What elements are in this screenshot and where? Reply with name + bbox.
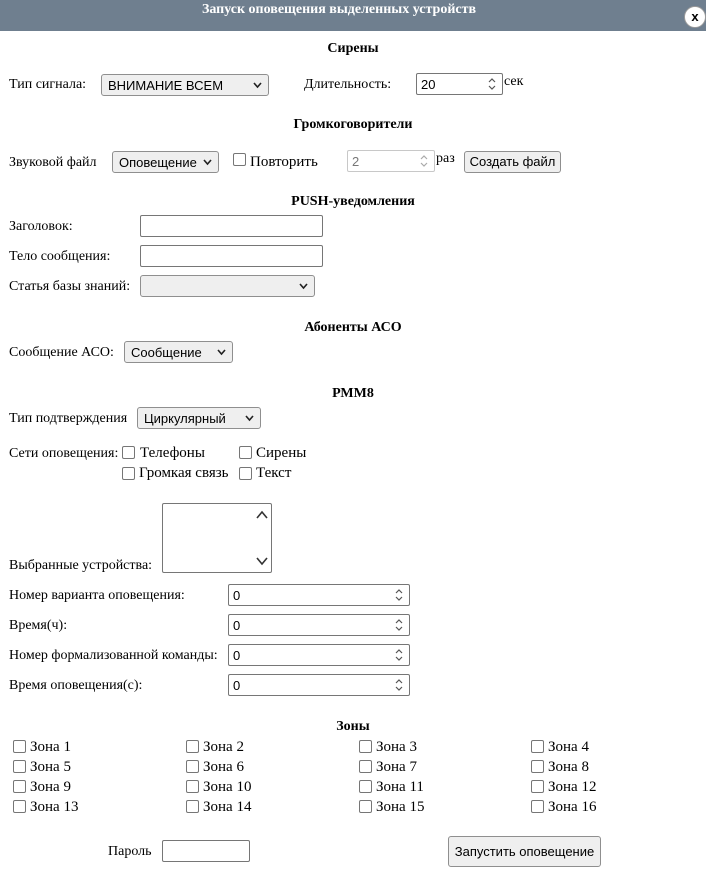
variant-label: Номер варианта оповещения: bbox=[9, 588, 185, 603]
loudspeakers-header: Громкоговорители bbox=[293, 117, 413, 132]
time-input[interactable] bbox=[228, 614, 410, 636]
zone-checkbox[interactable] bbox=[531, 760, 544, 773]
zone-label: Зона 9 bbox=[30, 779, 71, 795]
zone-label: Зона 8 bbox=[548, 759, 589, 775]
zone-label: Зона 16 bbox=[548, 799, 597, 815]
signal-type-select[interactable] bbox=[101, 74, 269, 96]
aso-message-value: Сообщение bbox=[131, 345, 202, 360]
push-title-input[interactable] bbox=[140, 215, 323, 237]
network-sirens-label: Сирены bbox=[256, 445, 307, 461]
variant-value: 0 bbox=[233, 588, 241, 603]
spinner-arrows-icon[interactable] bbox=[418, 153, 430, 169]
zone-checkbox[interactable] bbox=[359, 780, 372, 793]
spinner-arrows-icon[interactable] bbox=[393, 677, 405, 693]
zone-label: Зона 1 bbox=[30, 739, 71, 755]
scroll-up-icon[interactable] bbox=[256, 510, 268, 520]
rmm8-header: РММ8 bbox=[332, 386, 374, 401]
spinner-arrows-icon[interactable] bbox=[393, 587, 405, 603]
push-title-label: Заголовок: bbox=[9, 219, 73, 234]
launch-alert-button[interactable]: Запустить оповещение bbox=[448, 836, 601, 867]
spinner-arrows-icon[interactable] bbox=[393, 617, 405, 633]
zone-checkbox[interactable] bbox=[531, 740, 544, 753]
zone-label: Зона 14 bbox=[203, 799, 252, 815]
variant-input[interactable] bbox=[228, 584, 410, 606]
spinner-arrows-icon[interactable] bbox=[486, 76, 498, 92]
confirm-type-label: Тип подтверждения bbox=[9, 411, 128, 426]
networks-label: Сети оповещения: bbox=[9, 446, 119, 461]
zone-checkbox[interactable] bbox=[13, 800, 26, 813]
network-loud-label: Громкая связь bbox=[139, 465, 229, 481]
sound-file-label: Звуковой файл bbox=[9, 155, 97, 170]
repeat-count-input[interactable] bbox=[347, 150, 435, 172]
chevron-down-icon bbox=[217, 345, 226, 359]
dialog-titlebar bbox=[0, 0, 706, 31]
selected-devices-label: Выбранные устройства: bbox=[9, 558, 153, 573]
password-label: Пароль bbox=[108, 844, 152, 859]
chevron-down-icon bbox=[253, 78, 262, 92]
zone-label: Зона 13 bbox=[30, 799, 79, 815]
repeat-checkbox[interactable] bbox=[233, 153, 246, 166]
signal-type-value: ВНИМАНИЕ ВСЕМ bbox=[108, 78, 224, 93]
zone-label: Зона 12 bbox=[548, 779, 597, 795]
time-value: 0 bbox=[233, 618, 241, 633]
dialog-title: Запуск оповещения выделенных устройств bbox=[201, 2, 477, 17]
close-button[interactable]: x bbox=[684, 6, 706, 28]
password-input[interactable] bbox=[162, 840, 250, 862]
zone-checkbox[interactable] bbox=[359, 800, 372, 813]
network-loud-checkbox[interactable] bbox=[122, 467, 135, 480]
duration-input[interactable] bbox=[416, 73, 503, 95]
duration-value: 20 bbox=[421, 77, 436, 92]
zone-checkbox[interactable] bbox=[186, 780, 199, 793]
zone-checkbox[interactable] bbox=[186, 740, 199, 753]
zone-checkbox[interactable] bbox=[13, 780, 26, 793]
sirens-header: Сирены bbox=[327, 41, 379, 56]
zones-header: Зоны bbox=[336, 719, 370, 734]
create-file-button[interactable]: Создать файл bbox=[464, 151, 561, 173]
zone-checkbox[interactable] bbox=[186, 760, 199, 773]
zone-checkbox[interactable] bbox=[359, 760, 372, 773]
signal-type-label: Тип сигнала: bbox=[9, 77, 87, 92]
chevron-down-icon bbox=[245, 411, 254, 425]
repeat-unit: раз bbox=[436, 151, 455, 166]
push-body-label: Тело сообщения: bbox=[9, 249, 111, 264]
zone-checkbox[interactable] bbox=[186, 800, 199, 813]
push-body-input[interactable] bbox=[140, 245, 323, 267]
repeat-count-value: 2 bbox=[352, 154, 360, 169]
zone-checkbox[interactable] bbox=[359, 740, 372, 753]
kb-article-label: Статья базы знаний: bbox=[9, 279, 131, 294]
duration-label: Длительность: bbox=[304, 77, 392, 92]
zone-checkbox[interactable] bbox=[531, 800, 544, 813]
zone-label: Зона 7 bbox=[376, 759, 417, 775]
zone-checkbox[interactable] bbox=[13, 740, 26, 753]
scroll-down-icon[interactable] bbox=[256, 556, 268, 566]
chevron-down-icon bbox=[203, 155, 212, 169]
network-sirens-checkbox[interactable] bbox=[239, 446, 252, 459]
zone-checkbox[interactable] bbox=[13, 760, 26, 773]
chevron-down-icon bbox=[299, 279, 308, 293]
sound-file-select[interactable] bbox=[112, 151, 219, 173]
confirm-type-select[interactable] bbox=[137, 407, 261, 429]
command-label: Номер формализованной команды: bbox=[9, 648, 218, 663]
command-input[interactable] bbox=[228, 644, 410, 666]
sound-file-value: Оповещение bbox=[119, 155, 197, 170]
repeat-label: Повторить bbox=[250, 154, 318, 170]
aso-message-label: Сообщение АСО: bbox=[9, 345, 114, 360]
zone-label: Зона 2 bbox=[203, 739, 244, 755]
zone-label: Зона 10 bbox=[203, 779, 252, 795]
push-header: PUSH-уведомления bbox=[291, 194, 415, 209]
time-label: Время(ч): bbox=[9, 618, 68, 633]
aso-message-select[interactable] bbox=[124, 341, 233, 363]
kb-article-select[interactable] bbox=[140, 275, 315, 297]
command-value: 0 bbox=[233, 648, 241, 663]
alert-time-input[interactable] bbox=[228, 674, 410, 696]
zone-label: Зона 3 bbox=[376, 739, 417, 755]
alert-time-value: 0 bbox=[233, 678, 241, 693]
zone-label: Зона 11 bbox=[376, 779, 424, 795]
zone-label: Зона 15 bbox=[376, 799, 425, 815]
selected-devices-list[interactable] bbox=[162, 503, 272, 573]
network-phones-label: Телефоны bbox=[140, 445, 205, 461]
spinner-arrows-icon[interactable] bbox=[393, 647, 405, 663]
zone-label: Зона 4 bbox=[548, 739, 589, 755]
duration-unit: сек bbox=[504, 74, 524, 89]
aso-header: Абоненты АСО bbox=[304, 320, 402, 335]
confirm-type-value: Циркулярный bbox=[144, 411, 226, 426]
zone-label: Зона 5 bbox=[30, 759, 71, 775]
alert-time-label: Время оповещения(с): bbox=[9, 678, 143, 693]
network-text-checkbox[interactable] bbox=[239, 467, 252, 480]
network-phones-checkbox[interactable] bbox=[122, 446, 135, 459]
zone-checkbox[interactable] bbox=[531, 780, 544, 793]
network-text-label: Текст bbox=[256, 465, 292, 481]
zone-label: Зона 6 bbox=[203, 759, 244, 775]
